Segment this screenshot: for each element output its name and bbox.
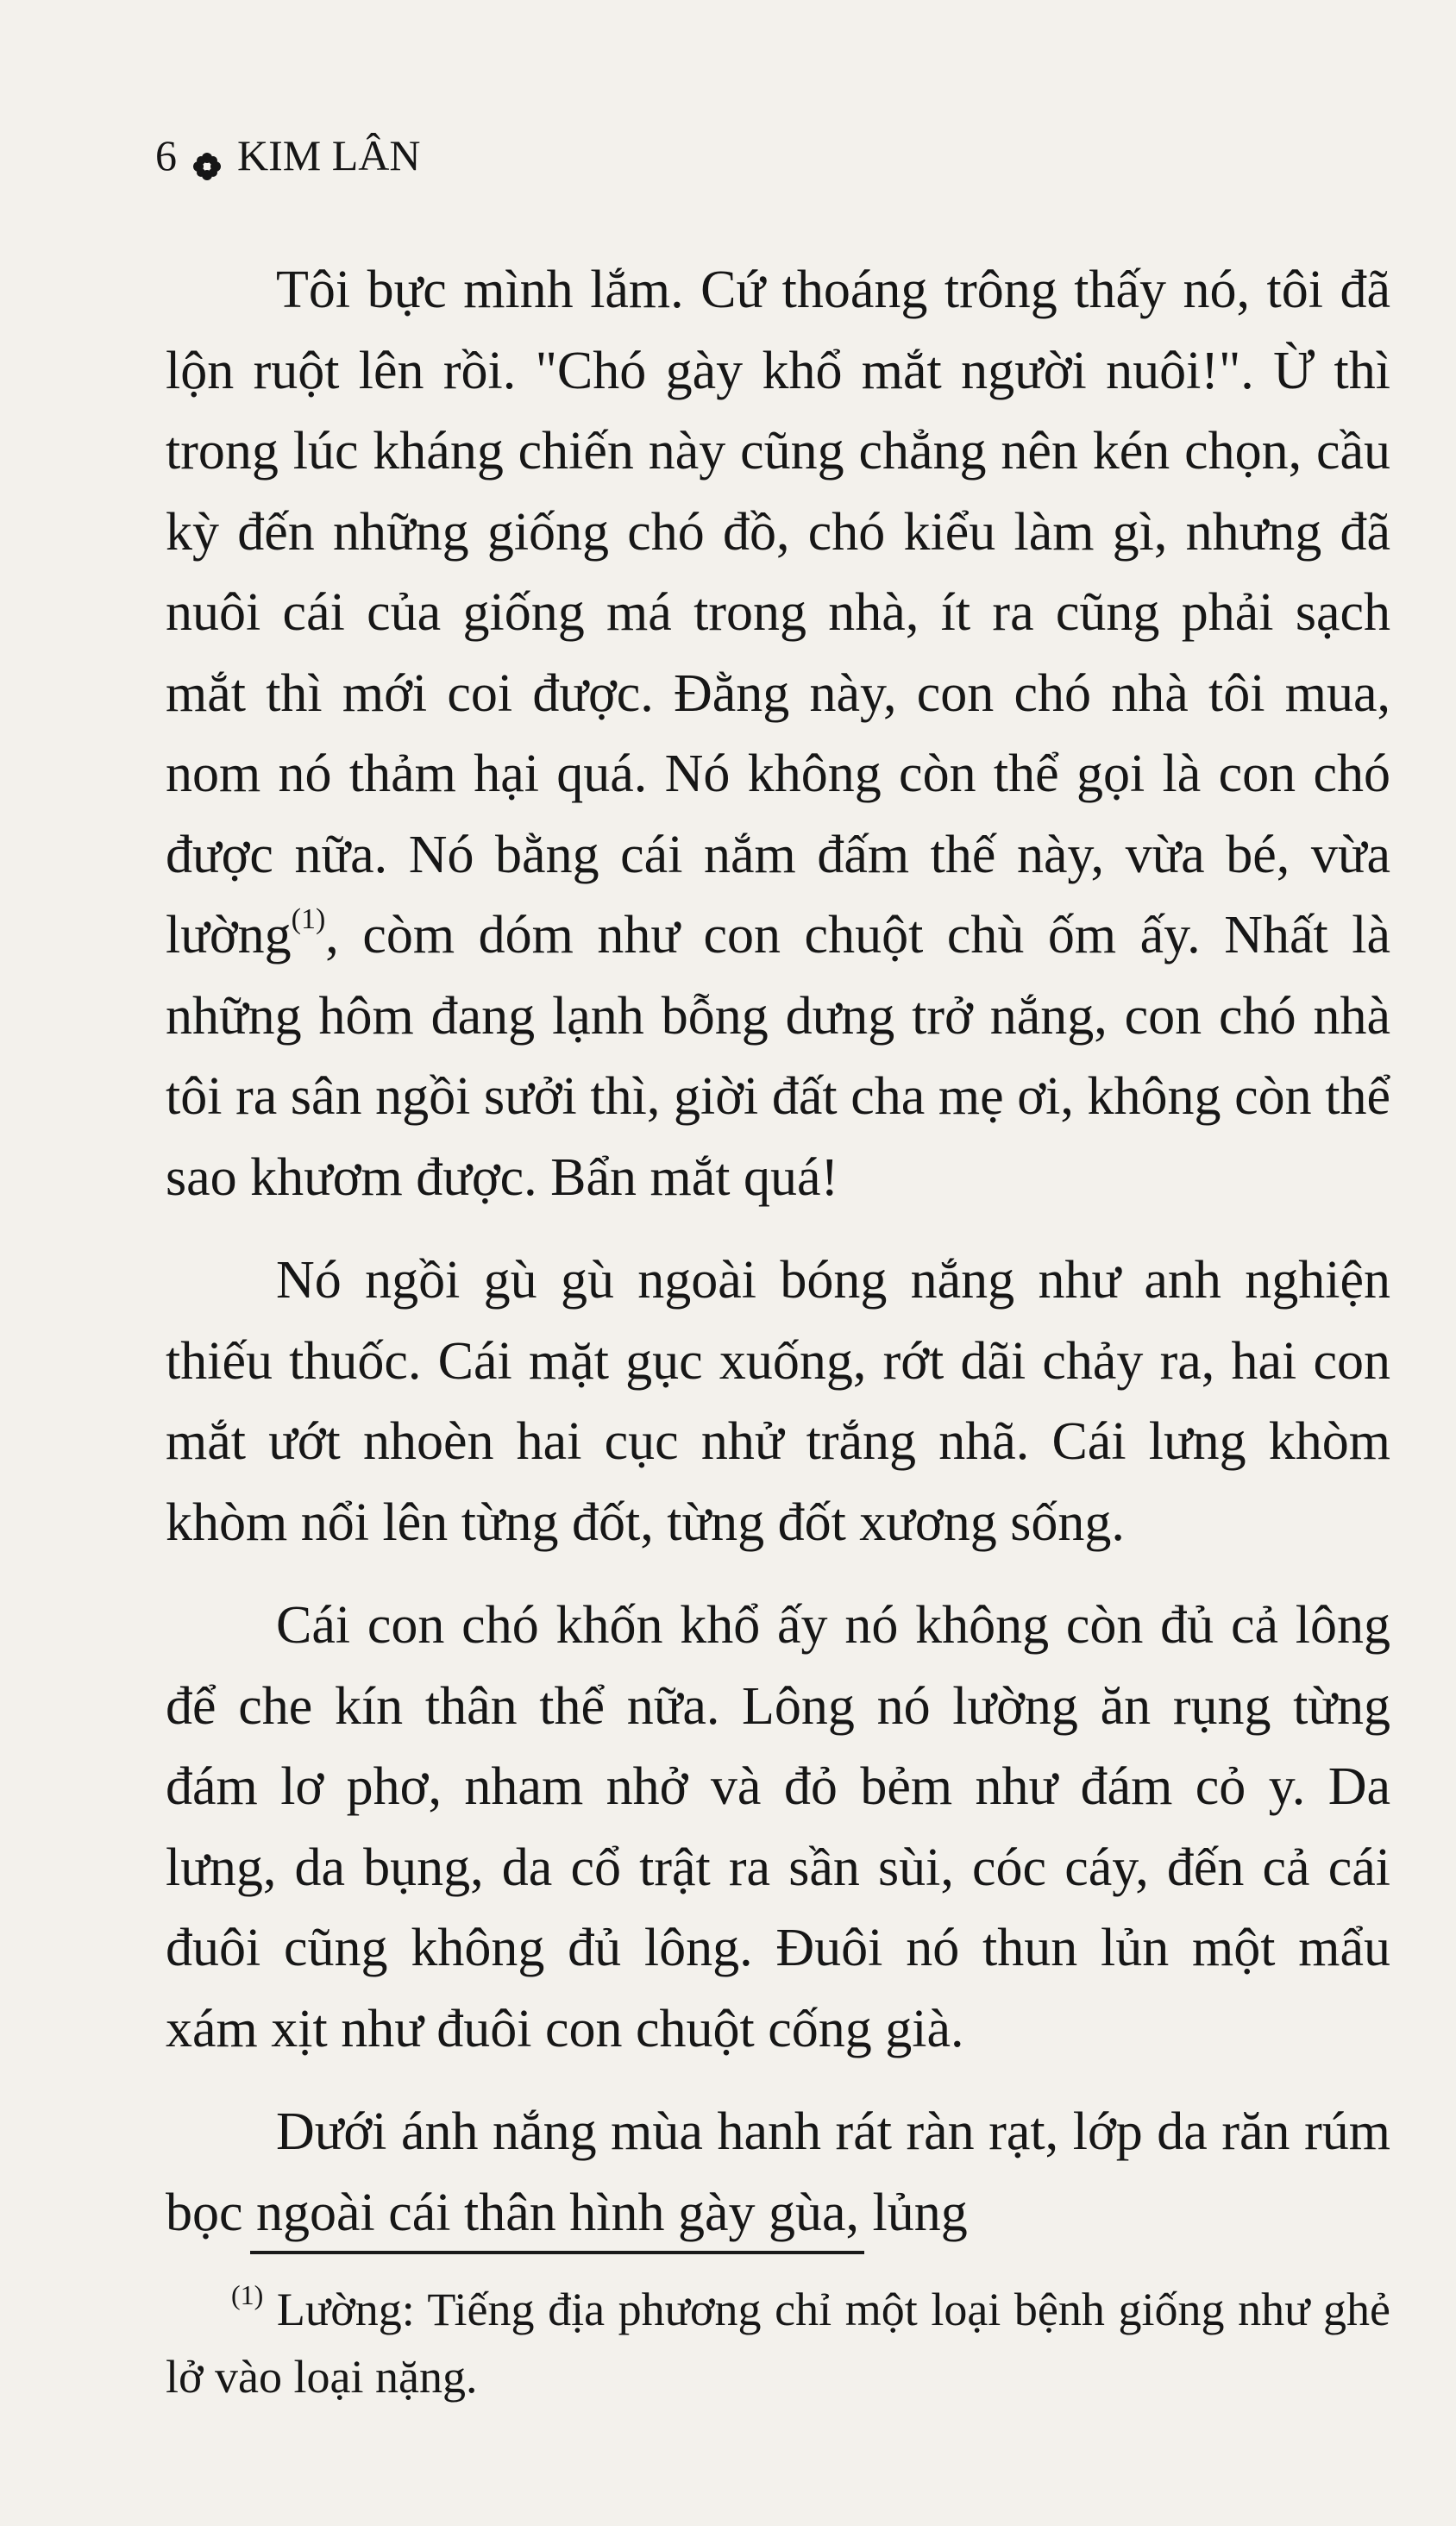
paragraph-4: Dưới ánh nắng mùa hanh rát ràn rạt, lớp da răn rúm bọc ngoài cái thân hình gày gùa, lủng (166, 2102, 1390, 2242)
paragraph-1-text-continued: , còm dóm như con chuột chù ốm ấy. Nhất là những hôm đang lạnh bỗng dưng trở nắng, con chó nhà tôi ra sân ngồi sưởi thì, giời đất cha mẹ ơi, không còn thể sao khươm được. Bẩn mắt quá! (166, 906, 1390, 1207)
footnote-divider (250, 2251, 864, 2254)
running-header (155, 129, 420, 181)
page-number: 6 (155, 131, 177, 179)
footnote-reference: (1) (291, 903, 326, 935)
author-name: KIM LÂN (237, 131, 421, 179)
paragraph-1 (166, 250, 1390, 1218)
paragraph-1-text: Tôi bực mình lắm. Cứ thoáng trông thấy nó, tôi đã lộn ruột lên rồi. "Chó gày khổ mắt người nuôi!". Ừ thì trong lúc kháng chiến này cũng chẳng nên kén chọn, cầu kỳ đến những giống chó đồ, chó kiểu làm gì, nhưng đã nuôi cái của giống má trong nhà, ít ra cũng phải sạch mắt thì mới coi được. Đằng này, con chó nhà tôi mua, nom nó thảm hại quá. Nó không còn thể gọi là con chó được nữa. Nó bằng cái nắm đấm thế này, vừa bé, vừa lường (166, 261, 1390, 965)
body-text (166, 250, 1390, 2253)
footnote-text: Lường: Tiếng địa phương chỉ một loại bệnh giống như ghẻ lở vào loại nặng. (166, 2284, 1390, 2403)
footnote-mark: (1) (231, 2279, 264, 2310)
footnote (166, 2276, 1390, 2410)
flower-ornament-icon (192, 141, 222, 170)
paragraph-3: Cái con chó khốn khổ ấy nó không còn đủ cả lông để che kín thân thể nữa. Lông nó lường ăn rụng từng đám lơ phơ, nham nhở và đỏ bẻm như đám cỏ y. Da lưng, da bụng, da cổ trật ra sần sùi, cóc cáy, đến cả cái đuôi cũng không đủ lông. Đuôi nó thun lủn một mẩu xám xịt như đuôi con chuột cống già. (166, 1596, 1390, 2058)
paragraph-2: Nó ngồi gù gù ngoài bóng nắng như anh nghiện thiếu thuốc. Cái mặt gục xuống, rớt dãi chảy ra, hai con mắt ướt nhoèn hai cục nhử trắng nhã. Cái lưng khòm khòm nổi lên từng đốt, từng đốt xương sống. (166, 1251, 1390, 1552)
